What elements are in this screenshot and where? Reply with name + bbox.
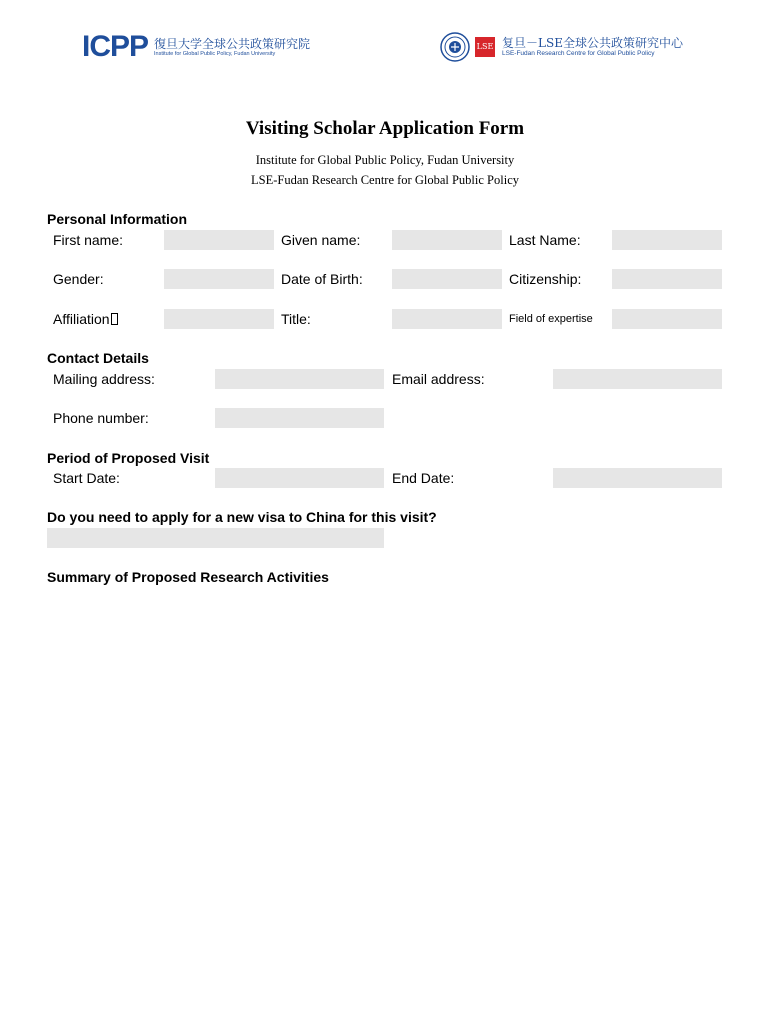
email-address-field[interactable]: [553, 369, 722, 389]
lse-english-name: LSE-Fudan Research Centre for Global Public Policy: [502, 50, 655, 57]
date-of-birth-label: Date of Birth:: [281, 271, 363, 287]
lse-chinese-name: 复旦－LSE全球公共政策研究中心: [502, 36, 683, 50]
phone-number-field[interactable]: [215, 408, 384, 428]
last-name-field[interactable]: [612, 230, 722, 250]
affiliation-field[interactable]: [164, 309, 274, 329]
end-date-label: End Date:: [392, 470, 455, 486]
first-name-field[interactable]: [164, 230, 274, 250]
last-name-label: Last Name:: [509, 232, 581, 248]
start-date-field[interactable]: [215, 468, 384, 488]
icpp-logo-text: [154, 37, 310, 58]
icpp-logo-mark: ICPP: [82, 30, 149, 63]
given-name-label: Given name:: [281, 232, 361, 248]
first-name-label: First name:: [53, 232, 124, 248]
gender-label: Gender:: [53, 271, 104, 287]
citizenship-field[interactable]: [612, 269, 722, 289]
research-summary-heading: Summary of Proposed Research Activities: [47, 569, 329, 585]
gender-field[interactable]: [164, 269, 274, 289]
mailing-address-field[interactable]: [215, 369, 384, 389]
icpp-english-name: Institute for Global Public Policy, Fudan University: [154, 50, 276, 57]
lse-logo-text: [502, 36, 683, 58]
institute-subtitle: Institute for Global Public Policy, Fudan University: [255, 153, 515, 167]
form-title: Visiting Scholar Application Form: [245, 118, 525, 139]
visa-answer-field[interactable]: [47, 528, 384, 548]
title-label: Title:: [281, 311, 311, 327]
missing-glyph-icon: [111, 313, 118, 325]
affiliation-label: [53, 311, 118, 327]
citizenship-label: Citizenship:: [509, 271, 582, 287]
title-field[interactable]: [392, 309, 502, 329]
lse-badge: LSE: [475, 37, 495, 57]
contact-details-heading: Contact Details: [47, 350, 149, 366]
given-name-field[interactable]: [392, 230, 502, 250]
field-of-expertise-field[interactable]: [612, 309, 722, 329]
affiliation-label-text: Affiliation: [53, 311, 110, 327]
centre-subtitle: LSE-Fudan Research Centre for Global Public Policy: [251, 173, 519, 187]
email-address-label: Email address:: [392, 371, 485, 387]
icpp-logo: [82, 30, 310, 64]
fudan-seal-icon: [440, 32, 470, 62]
icpp-chinese-name: 復旦大学全球公共政策研究院: [154, 36, 311, 51]
start-date-label: Start Date:: [53, 470, 120, 486]
mailing-address-label: Mailing address:: [53, 371, 155, 387]
phone-number-label: Phone number:: [53, 410, 149, 426]
field-of-expertise-label: Field of expertise: [509, 313, 593, 325]
personal-information-heading: Personal Information: [47, 211, 188, 227]
lse-fudan-logo: [440, 30, 683, 64]
proposed-visit-heading: Period of Proposed Visit: [47, 450, 210, 466]
date-of-birth-field[interactable]: [392, 269, 502, 289]
visa-question: Do you need to apply for a new visa to China for this visit?: [47, 509, 437, 525]
end-date-field[interactable]: [553, 468, 722, 488]
